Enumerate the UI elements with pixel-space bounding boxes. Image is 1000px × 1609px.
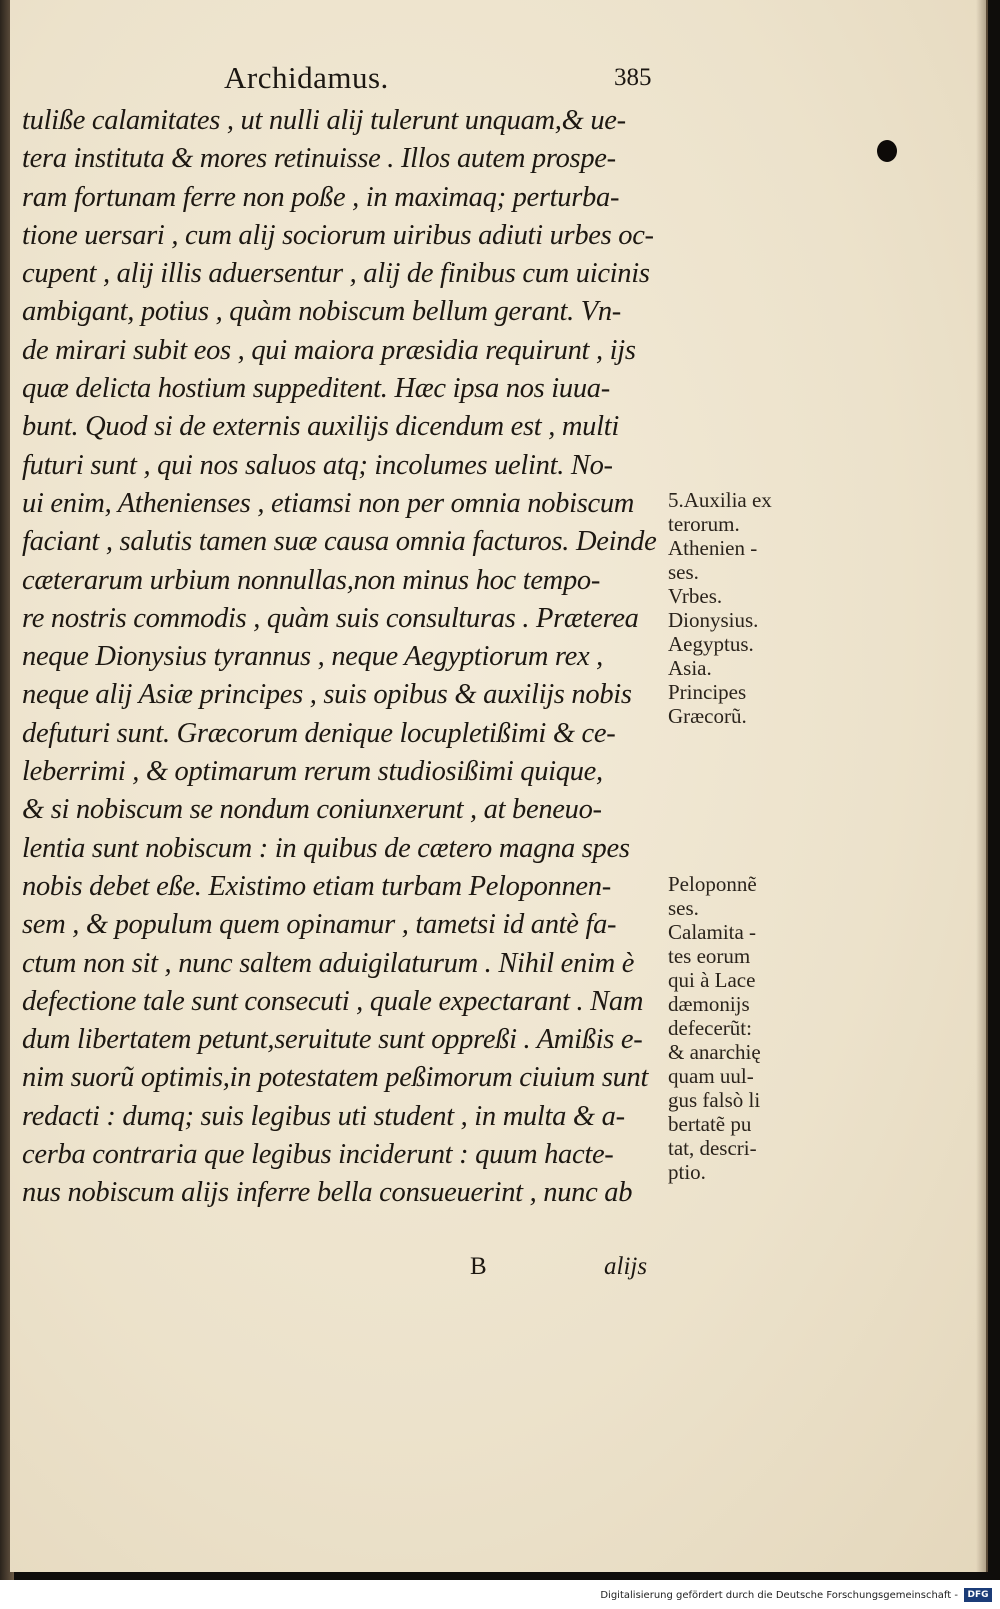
text-line: tera instituta & mores retinuisse . Illos autem prospe- — [22, 143, 616, 175]
text-line: tuliße calamitates , ut nulli alij tulerunt unquam,& ue- — [22, 105, 626, 136]
text-line: nim suorũ optimis,in potestatem peßimorum ciuium sunt — [22, 1062, 649, 1094]
text-line: faciant , salutis tamen suæ causa omnia facturos. Deinde — [22, 526, 657, 558]
text-line: de mirari subit eos , qui maiora præsidia requirunt , ijs — [22, 334, 636, 366]
margin-note-line: bertatẽ pu — [668, 1112, 752, 1136]
margin-note-line: Asia. — [668, 656, 712, 680]
text-line: leberrimi , & optimarum rerum studiosißimi quique, — [22, 756, 603, 788]
text-line: ambigant, potius , quàm nobiscum bellum gerant. Vn- — [22, 296, 621, 328]
text-line: cæterarum urbium nonnullas,non minus hoc tempo- — [22, 564, 601, 596]
text-line: & si nobiscum se nondum coniunxerunt , at beneuo- — [22, 794, 602, 826]
margin-note-peloponnenses — [668, 872, 761, 1184]
text-line: nobis debet eße. Existimo etiam turbam Peloponnen- — [22, 870, 611, 902]
page-edge-shadow — [976, 0, 986, 1572]
margin-note-line: ses. — [668, 896, 699, 920]
margin-note-line: Athenien - — [668, 536, 758, 560]
text-line: re nostris commodis , quàm suis consulturas . Præterea — [22, 602, 639, 634]
text-line: nus nobiscum alijs inferre bella consueuerint , nunc ab — [22, 1177, 633, 1209]
text-line: bunt. Quod si de externis auxilijs dicendum est , multi — [22, 411, 619, 443]
margin-note-line: Græcorũ. — [668, 704, 747, 728]
text-line: ram fortunam ferre non poße , in maximaq; perturba- — [22, 181, 620, 213]
text-line: neque alij Asiæ principes , suis opibus & auxilijs nobis — [22, 679, 632, 711]
margin-note-line: Vrbes. — [668, 584, 723, 608]
margin-note-line: defecerũt: — [668, 1016, 752, 1040]
footer-credit: Digitalisierung gefördert durch die Deutsche Forschungsgemeinschaft - — [600, 1590, 958, 1601]
margin-note-auxilia — [668, 488, 772, 728]
margin-note-line: Dionysius. — [668, 608, 759, 632]
dfg-logo: DFG — [964, 1588, 992, 1602]
text-line: ui enim, Athenienses , etiamsi non per omnia nobiscum — [22, 487, 635, 519]
text-line: quæ delicta hostium suppeditent. Hæc ipsa nos iuua- — [22, 373, 610, 405]
text-line: neque Dionysius tyrannus , neque Aegyptiorum rex , — [22, 641, 604, 673]
text-line: dum libertatem petunt,seruitute sunt oppreßi . Amißis e- — [22, 1024, 643, 1056]
text-line: cupent , alij illis aduersentur , alij de finibus cum uicinis — [22, 258, 650, 290]
margin-note-line: Peloponnẽ — [668, 872, 757, 896]
running-head: Archidamus. — [224, 60, 389, 95]
margin-note-line: ses. — [668, 560, 699, 584]
margin-note-line: tat, descri- — [668, 1136, 757, 1160]
text-line: defuturi sunt. Græcorum denique locupletißimi & ce- — [22, 717, 616, 749]
margin-note-line: Principes — [668, 680, 747, 704]
margin-note-line: ptio. — [668, 1160, 706, 1184]
text-line: sem , & populum quem opinamur , tametsi id antè fa- — [22, 909, 617, 941]
margin-note-line: dæmonijs — [668, 992, 750, 1016]
text-line: defectione tale sunt consecuti , quale expectarant . Nam — [22, 985, 644, 1017]
text-line: cerba contraria que legibus inciderunt : quum hacte- — [22, 1139, 614, 1171]
margin-note-line: Aegyptus. — [668, 632, 754, 656]
text-line: tione uersari , cum alij sociorum uiribus adiuti urbes oc- — [22, 219, 654, 251]
text-line: lentia sunt nobiscum : in quibus de cætero magna spes — [22, 832, 630, 864]
text-line: redacti : dumq; suis legibus uti student , in multa & a- — [22, 1100, 625, 1132]
margin-note-line: terorum. — [668, 512, 740, 536]
ink-blot — [877, 140, 897, 162]
margin-note-line: quam uul- — [668, 1064, 754, 1088]
margin-note-line: qui à Lace — [668, 968, 756, 992]
margin-note-line: gus falsò li — [668, 1088, 761, 1112]
margin-note-line: tes eorum — [668, 944, 751, 968]
margin-note-line: 5.Auxilia ex — [668, 488, 772, 512]
margin-note-line: Calamita - — [668, 920, 757, 944]
signature-mark: B — [470, 1253, 487, 1280]
text-line: ctum non sit , nunc saltem aduigilaturum . Nihil enim è — [22, 947, 635, 979]
margin-note-line: & anarchię — [668, 1040, 761, 1064]
text-line: futuri sunt , qui nos saluos atq; incolumes uelint. No- — [22, 449, 613, 481]
page-number: 385 — [614, 64, 652, 91]
catchword: alijs — [604, 1253, 648, 1280]
body-text-block — [22, 102, 668, 1213]
